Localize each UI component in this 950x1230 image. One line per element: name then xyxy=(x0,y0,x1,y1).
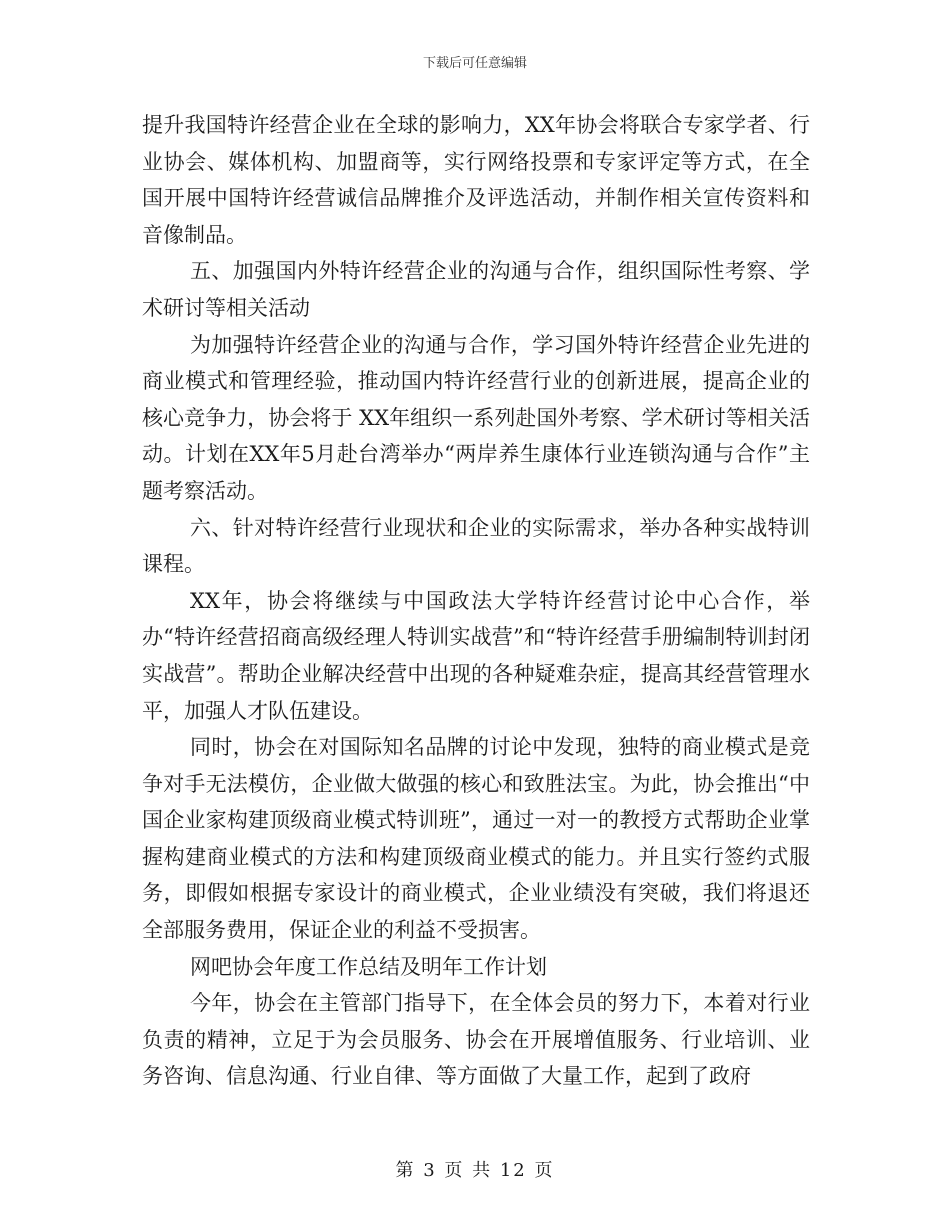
paragraph-1: 提升我国特许经营企业在全球的影响力，XX年协会将联合专家学者、行业协会、媒体机构、加盟商等，实行网络投票和专家评定等方式，在全国开展中国特许经营诚信品牌推介及评选活动，并制作相关宣传资料和音像制品。 xyxy=(142,113,810,247)
paragraph-4: 同时，协会在对国际知名品牌的讨论中发现，独特的商业模式是竞争对手无法模仿，企业做大做强的核心和致胜法宝。为此，协会推出“中国企业家构建顶级商业模式特训班”，通过一对一的教授方式帮助企业掌握构建商业模式的方法和构建顶级商业模式的能力。并且实行签约式服务，即假如根据专家设计的商业模式，企业业绩没有突破，我们将退还全部服务费用，保证企业的利益不受损害。 xyxy=(142,735,810,943)
section-heading-6: 六、针对特许经营行业现状和企业的实际需求，举办各种实战特训课程。 xyxy=(142,515,810,577)
paragraph-3: XX年，协会将继续与中国政法大学特许经营讨论中心合作，举办“特许经营招商高级经理人特训实战营”和“特许经营手册编制特训封闭实战营”。帮助企业解决经营中出现的各种疑难杂症，提高其经营管理水平，加强人才队伍建设。 xyxy=(142,588,810,723)
section-heading-5: 五、加强国内外特许经营企业的沟通与合作，组织国际性考察、学术研讨等相关活动 xyxy=(142,259,810,320)
page-footer: 第 3 页 共 12 页 xyxy=(395,1160,555,1181)
paragraph-2: 为加强特许经营企业的沟通与合作，学习国外特许经营企业先进的商业模式和管理经验，推动国内特许经营行业的创新进展，提高企业的核心竞争力，协会将于 XX年组织一系列赴国外考察、学术研讨等相关活动。计划在XX年5月赴台湾举办“两岸养生康体行业连锁沟通与合作”主题考察活动。 xyxy=(142,332,810,503)
page-header: 下载后可任意编辑 xyxy=(422,56,527,71)
section-title: 网吧协会年度工作总结及明年工作计划 xyxy=(190,954,547,979)
paragraph-5: 今年，协会在主管部门指导下，在全体会员的努力下，本着对行业负责的精神，立足于为会员服务、协会在开展增值服务、行业培训、业务咨询、信息沟通、行业自律、等方面做了大量工作，起到了政府 xyxy=(142,991,810,1089)
document-body xyxy=(142,107,810,1095)
